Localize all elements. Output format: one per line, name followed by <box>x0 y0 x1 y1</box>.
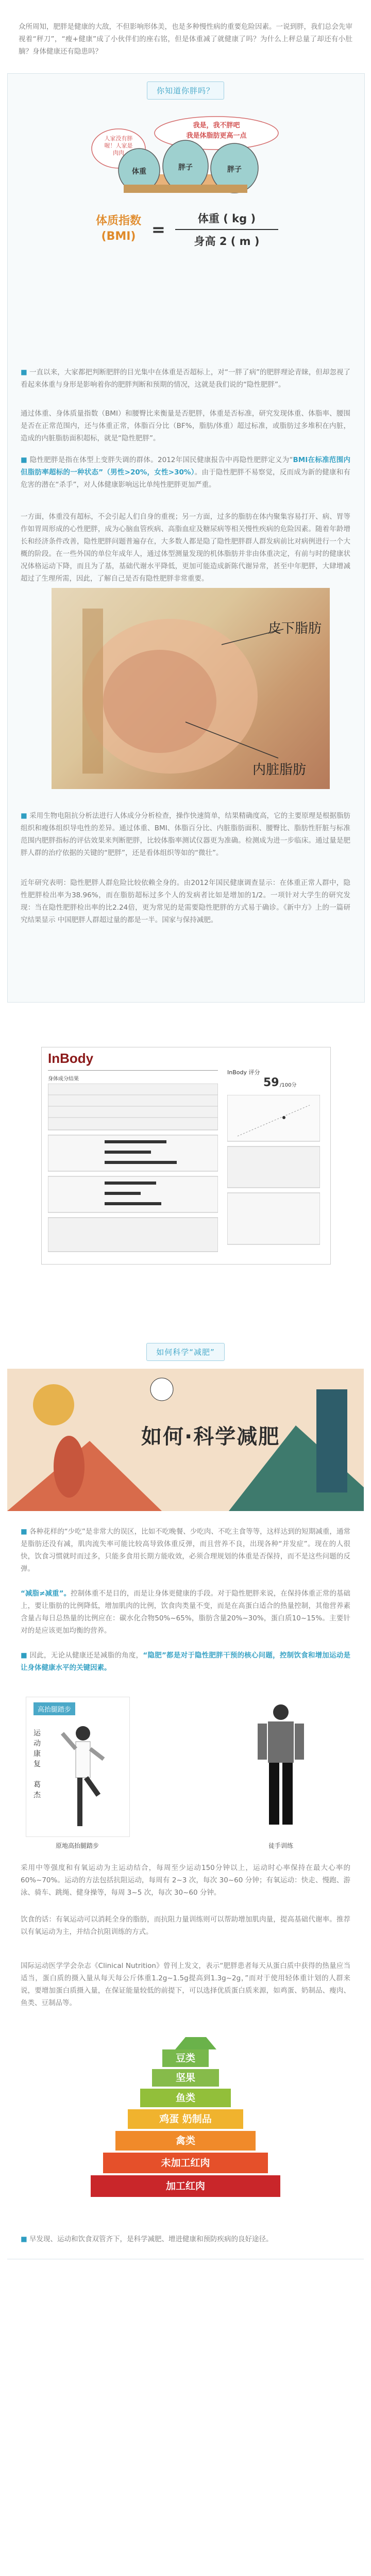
bmi-formula-equals: = <box>151 220 165 239</box>
bullet-icon: ■ <box>21 812 30 820</box>
bmi-formula-numerator: 体重 ( kg ) <box>197 212 256 225</box>
cartoon-bubble-left: 人家没有胖 喔！人家是 肉肉 <box>104 135 133 156</box>
bullet-icon: ■ <box>21 456 30 464</box>
banner-title: 如何·科学减肥 <box>141 1425 280 1449</box>
cartoon-char1-label: 体重 <box>132 168 146 176</box>
pyramid-level-6: 未加工红肉 <box>103 2153 268 2173</box>
pyramid-level-7: 加工红肉 <box>91 2175 280 2197</box>
divider <box>48 1070 218 1071</box>
section2-para2-text: 控制体重不是目的，而是让身体更健康的手段。对于隐性肥胖来说，在保持体重正常的基础上，要让脂肪的比例降低，增加肌肉的比例，饮食肉类量不变，而是在高蛋白适合的热量控制，其他营养素含量占每日总热量的比例应在：碳水化合物50%~65%，脂肪含量20%~30%，蛋白质10~15%。主要针对的是应该更加均衡的营养。 <box>21 1589 351 1635</box>
inbody-side-graphic <box>227 1095 320 1250</box>
section2-para3-highlight: “隐肥”都是对于隐性肥胖干预的核心问题，控制饮食和增加运动是让身体健康水平的关键因素。 <box>21 1651 351 1672</box>
bullet-icon: ■ <box>21 368 30 376</box>
section1-para1-text: 一直以来，大家都把判断肥胖的目光集中在体重是否超标上，对“一胖了病”的肥胖理论青睐，但却忽视了看起来体重与身形是影响着你的肥胖判断和预期的情况，这就是我们说的“隐性肥胖”。 <box>21 368 350 389</box>
science-banner-image <box>7 1369 364 1511</box>
cartoon-bubble-right: 我是，我不胖吧 <box>193 122 240 129</box>
section1-para3-pre: 隐性肥胖是指在体型上变胖失调的群体。2012年国民健康报告中再隐性肥胖定义为“ <box>29 456 293 464</box>
pyramid-tip <box>175 2037 216 2049</box>
pyramid-level-1: 豆类 <box>162 2049 209 2067</box>
label-subcutaneous-fat: 皮下脂肪 <box>268 621 322 636</box>
inbody-score-unit: /100分 <box>280 1082 297 1088</box>
section1-para4: 一方面，体重没有超标，不会引起人们自身的重视；另一方面，过多的脂肪在体内聚集容易打开、病、胃等作如胃周形成的心性肥胖，成为心脑血管疾病、高脂血症及糖尿病等相关慢性疾病的危险因素。随着年龄增长和经济条件改善，隐性肥胖问题普遍存在，大多数人都是隐了隐性肥胖群人群发病前比对病例进行一个大概的阶段。在一些外国的单位年成年人，通过体型测量发现的机体脂肪并非由体重决定，有前与时的健康状况体格运动下降，而且为了基，基础代谢水平降低，更加可能造成新陈代谢异常，甚至中年肥胖，大肆增减超过了生理所需，因此，了解自己是否有隐性肥胖非常重要。 <box>21 513 350 583</box>
section2-para2-highlight: “减脂≠减重”。 <box>21 1589 71 1598</box>
section2-title: 如何科学“减肥” <box>146 1343 225 1361</box>
exercise-photo-right <box>216 1697 345 1836</box>
section2-para7 <box>21 2233 350 2245</box>
cartoon-char2-label: 胖子 <box>178 163 193 172</box>
section2-para6: 国际运动医学学会杂志《Clinical Nutrition》曾刊上发文，表示“肥胖患者每天从蛋白质中获得的热量应当适当，蛋白质的摄入量从每天每公斤体重1.2g~1.5g提高到1.3g~2g，”而对于使用轻体重计划的人群来说，要增加蛋白质摄入量，在保证能量较低的前提下，可以选择优质蛋白质来源，如鸡蛋、奶制品、瘦肉、鱼类、豆制品等。 <box>21 1962 350 2007</box>
section1-para3-highlight: BMI在标准范围内但脂肪率超标的一种状态”（男性>20%，女性>30%） <box>21 456 351 477</box>
cartoon-char3-label: 胖子 <box>227 166 242 174</box>
section2-para4: 采用中等强度和有氧运动为主运动结合，每周至少运动150分钟以上，运动时心率保持在最大心率的60%~70%。运动的方法包括抗阻运动，每周有 2~3 次，每次 30~60 分钟；有氧运动：快走、慢跑、游泳、骑车、跳绳、健身操等，每周 3~5 次，每次 30~60 分钟。 <box>21 1864 350 1897</box>
inbody-subtitle: 身体成分结果 <box>48 1076 79 1082</box>
section2-para3 <box>21 1649 350 1674</box>
pyramid-level-4: 鸡蛋 奶制品 <box>128 2109 243 2129</box>
inbody-report-image <box>41 1047 331 1265</box>
section2-para7-text: 早发现、运动和饮食双管齐下，是科学减肥、增进健康和预防疾病的良好途径。 <box>29 2235 273 2243</box>
bullet-icon: ■ <box>21 2235 30 2243</box>
section1-title: 你知道你胖吗？ <box>147 81 224 100</box>
exercise-photo-left <box>26 1697 130 1837</box>
cartoon-bubble-right-2: 我是体脂肪更高一点 <box>186 132 247 140</box>
bmi-formula-denominator: 身高 2 ( m ) <box>194 235 260 248</box>
bmi-cartoon <box>88 112 283 200</box>
bmi-formula <box>88 208 294 260</box>
section2-para5: 饮食的话：有氧运动可以消耗全身的脂肪，而抗阻力量训练则可以帮助增加肌肉量，提高基础代谢率。推荐以有氧运动为主，并结合抗阻训练的方式。 <box>21 1915 350 1936</box>
exercise-caption-left: 原地高抬腿踏步 <box>55 1842 99 1849</box>
section1-para5 <box>21 810 350 859</box>
section2-header <box>0 1343 371 1361</box>
section2-para1 <box>21 1525 350 1575</box>
protein-pyramid <box>82 2037 289 2207</box>
bullet-icon: ■ <box>21 1528 30 1536</box>
pyramid-level-2: 坚果 <box>152 2069 219 2087</box>
person-figure-right <box>252 1702 309 1831</box>
exercise-caption-right: 徒手训练 <box>268 1842 293 1849</box>
section2-para1-text: 各种花样的“少吃”是非常大的误区，比如不吃晚餐、少吃肉、不吃主食等等，这样达到的短期减重，通常是脂肪还没有减，肌肉流失率可能比较高导致体重反弹，而且营养不良，出现各种“并发症”。现在的人很快，饮食习惯就时而过多，只能多食用长期方能收效，必须合理规划的体重是否保持，而不是这些问题的反弹。 <box>21 1528 350 1573</box>
inbody-logo: InBody <box>48 1051 94 1066</box>
section1-para6: 近年研究表明：隐性肥胖人群危险比较依赖全身的。由2012年国民健康调查显示：在体重正常人群中，隐性肥胖检出率为38.96%，而在脂肪超标过多个人的发病者比如是增加的1/2。一项针对大学生的研究发现：当在隐性肥胖检出率的比2.24倍，更为常见的是需要隐性肥胖的方式易于确诊。《新中方》上的一篇研究结果显示 中国肥胖人群超过量的都是一半。国家与保持减肥。 <box>21 879 350 924</box>
anatomy-image <box>52 588 330 789</box>
inbody-score: 59 <box>263 1076 279 1089</box>
person-figure-left <box>57 1723 109 1831</box>
section2-para3-pre: 因此，无论从健康还是减脂的角度， <box>29 1651 143 1660</box>
section1-para3 <box>21 454 350 491</box>
exercise-side-text: 运 动 康 复 葛 杰 <box>33 1729 41 1799</box>
fraction-line <box>175 229 278 230</box>
bmi-formula-label: 体质指数 (BMI) <box>95 215 141 243</box>
pyramid-level-3: 鱼类 <box>140 2089 231 2107</box>
section1-para3-post: 。由于隐性肥胖不易察觉，反而成为新的健康和有危害的潜在“杀手”，对人体健康影响远比单纯性肥胖更加严重。 <box>21 468 350 489</box>
intro-paragraph: 众所周知，肥胖是健康的大敌，不但影响形体美，也是多种慢性病的重要危险因素。一说到胖，我们总会先审视着“秤刀”，“瘦+健康”成了小伙伴们的座右铭，但是体重减了就健康了吗？为什么上秤总量了却还有小肚腩？身体健康还有隐患吗？ <box>19 23 352 56</box>
exercise-tag: 高抬腿踏步 <box>33 1702 75 1715</box>
bullet-icon: ■ <box>21 1651 30 1660</box>
section1-header <box>0 81 371 100</box>
label-visceral-fat: 内脏脂肪 <box>252 762 307 778</box>
section2-para2 <box>21 1587 350 1637</box>
pyramid-level-5: 禽类 <box>115 2131 256 2151</box>
inbody-table-graphic <box>48 1084 218 1254</box>
inbody-score-title: InBody 评分 <box>227 1069 260 1076</box>
section1-para1 <box>21 366 350 391</box>
section1-para2: 通过体重、身体质量指数（BMI）和腰臀比来衡量是否肥胖，体重是否标准，研究发现体重、体脂率、腰围是否在正常范围内，还与体重正常，体脂百分比（BF%，脂肪/体重）超过标准，或脂肪过多堆积在内脏，造成的内脏脂肪面积超标，就是“隐性肥胖”。 <box>21 409 350 442</box>
section1-para5-text: 采用生物电阻抗分析法进行人体成分分析检查，操作快速简单，结果精确度高，它的主要原理是根据脂肪组织和瘦体组织导电性的差异。通过体重、BMI、体脂百分比、内脏脂肪面积、腰臀比、脂肪性肝脏与标准范围内肥胖指标的评估效果来判断肥胖，比较体脂率测试仪器更为准确。检测成为进一步临床。通过量是肥胖人群的治疗依据的关键的“肥胖”，还是看体组织等如的“微壮”。 <box>21 812 351 857</box>
